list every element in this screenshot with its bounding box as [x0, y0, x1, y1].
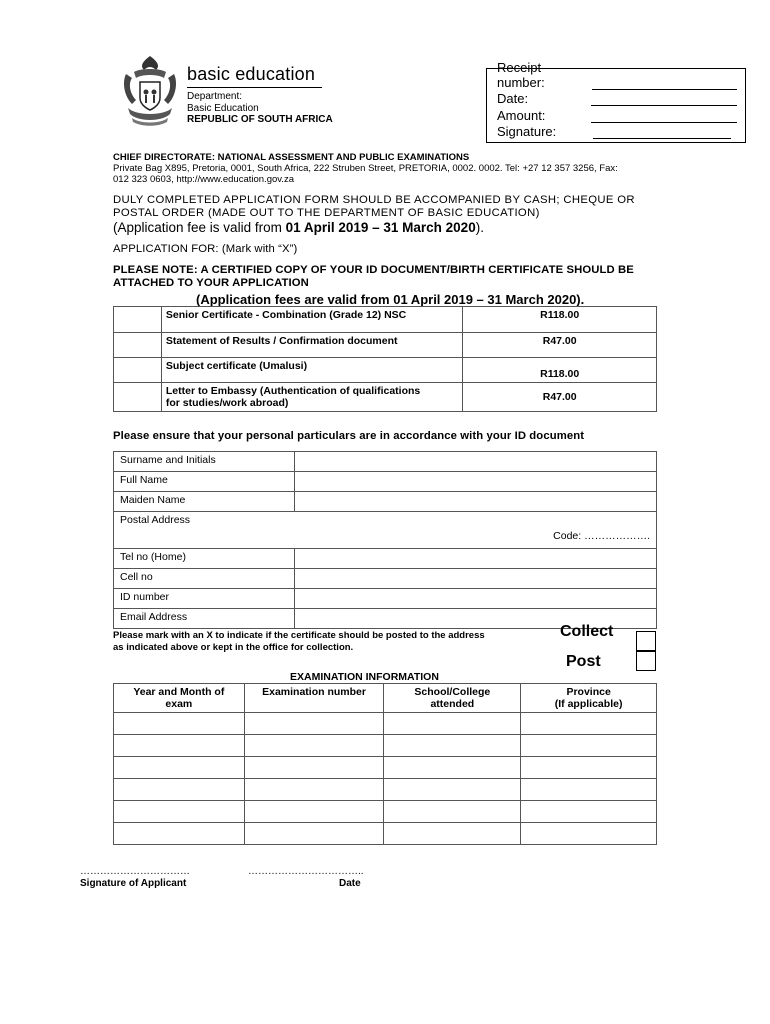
exam-info-table — [113, 683, 657, 845]
col-province-line-2: (If applicable) — [554, 698, 623, 710]
postal-address-label: Postal Address — [120, 514, 191, 526]
receipt-number-label: Receipt number: — [497, 59, 545, 90]
personal-row — [114, 492, 657, 512]
brand-block — [187, 64, 333, 126]
fee-validity — [113, 220, 484, 235]
post-label: Post — [566, 653, 601, 670]
directorate-block — [113, 152, 673, 185]
receipt-number-line[interactable] — [592, 77, 737, 90]
collect-label: Collect — [560, 623, 614, 640]
directorate-title: CHIEF DIRECTORATE: NATIONAL ASSESSMENT AND PUBLIC EXAMINATIONS — [113, 152, 470, 163]
coat-of-arms-logo — [118, 52, 182, 128]
fee-item: Senior Certificate - Combination (Grade 12) NSC — [161, 307, 462, 333]
application-for: APPLICATION FOR: (Mark with “X”) — [113, 243, 298, 255]
exam-cell[interactable] — [114, 801, 245, 823]
postal-code: Code: ………………. — [553, 530, 650, 542]
date-signature-line[interactable]: …………………………….. — [248, 866, 364, 877]
exam-row — [114, 713, 657, 735]
exam-cell[interactable] — [521, 757, 657, 779]
receipt-box — [486, 59, 746, 143]
surname-label: Surname and Initials — [114, 452, 295, 472]
signature-label: Signature: — [497, 124, 557, 139]
personal-row — [114, 569, 657, 589]
delivery-note — [113, 630, 485, 654]
post-checkbox[interactable] — [636, 651, 656, 671]
exam-cell[interactable] — [114, 779, 245, 801]
fee-item-line-2: for studies/work abroad) — [165, 397, 289, 409]
date-line[interactable] — [591, 93, 737, 106]
fee-validity-prefix: (Application fee is valid from — [113, 220, 286, 235]
col-province — [521, 684, 657, 713]
full-name-label: Full Name — [114, 472, 295, 492]
exam-row — [114, 779, 657, 801]
exam-cell[interactable] — [521, 735, 657, 757]
fee-mark-box[interactable] — [114, 358, 162, 383]
exam-cell[interactable] — [114, 713, 245, 735]
exam-cell[interactable] — [244, 823, 384, 845]
brand-rule — [187, 87, 322, 88]
signature-row — [497, 123, 737, 140]
exam-cell[interactable] — [384, 757, 521, 779]
delivery-note-line-1: Please mark with an X to indicate if the certificate should be posted to the address — [113, 630, 485, 641]
fee-price: R47.00 — [463, 333, 657, 358]
fee-validity-dates: 01 April 2019 – 31 March 2020 — [285, 220, 476, 235]
exam-row — [114, 757, 657, 779]
cell-label: Cell no — [114, 569, 295, 589]
please-note-line-2: ATTACHED TO YOUR APPLICATION — [113, 277, 309, 289]
exam-cell[interactable] — [244, 713, 384, 735]
department-lines — [187, 91, 333, 126]
date-label: Date: — [497, 91, 529, 106]
personal-row — [114, 512, 657, 549]
exam-row — [114, 823, 657, 845]
fee-price: R118.00 — [463, 307, 657, 333]
payment-notice-line-2: POSTAL ORDER (MADE OUT TO THE DEPARTMENT OF BASIC EDUCATION) — [113, 207, 540, 219]
amount-label: Amount: — [497, 107, 546, 123]
email-label: Email Address — [114, 609, 295, 629]
exam-cell[interactable] — [521, 801, 657, 823]
exam-cell[interactable] — [384, 779, 521, 801]
exam-cell[interactable] — [521, 713, 657, 735]
signature-line[interactable] — [593, 126, 731, 139]
country-name: REPUBLIC OF SOUTH AFRICA — [187, 114, 333, 125]
exam-row — [114, 801, 657, 823]
receipt-number-row — [497, 59, 737, 90]
col-school-line-1: School/College — [414, 686, 491, 698]
exam-cell[interactable] — [244, 779, 384, 801]
fee-item: Subject certificate (Umalusi) — [161, 358, 462, 383]
please-note — [113, 264, 673, 290]
fee-price: R47.00 — [463, 383, 657, 412]
amount-row — [497, 106, 737, 123]
maiden-name-label: Maiden Name — [114, 492, 295, 512]
fee-item-line-1: Letter to Embassy (Authentication of qualifications — [165, 385, 421, 397]
tel-home-field[interactable] — [294, 549, 656, 569]
applicant-signature-label: Signature of Applicant — [80, 878, 187, 889]
fees-table — [113, 306, 657, 412]
exam-row — [114, 735, 657, 757]
exam-info-title: EXAMINATION INFORMATION — [290, 671, 439, 683]
fee-mark-box[interactable] — [114, 333, 162, 358]
personal-details-table — [113, 451, 657, 629]
department-name: Basic Education — [187, 102, 259, 114]
delivery-note-line-2: as indicated above or kept in the office for collection. — [113, 642, 354, 653]
exam-cell[interactable] — [384, 735, 521, 757]
personal-row — [114, 549, 657, 569]
id-number-field[interactable] — [294, 589, 656, 609]
exam-cell[interactable] — [244, 801, 384, 823]
payment-notice — [113, 194, 673, 220]
personal-row — [114, 589, 657, 609]
cell-field[interactable] — [294, 569, 656, 589]
col-year-month-line-2: exam — [165, 698, 193, 710]
directorate-address-1: Private Bag X895, Pretoria, 0001, South Africa, 222 Struben Street, PRETORIA, 0002. 0002. Tel: +27 12 357 3256, Fax: — [113, 163, 618, 174]
fee-row — [114, 333, 657, 358]
col-year-month — [114, 684, 245, 713]
fee-row — [114, 358, 657, 383]
full-name-field[interactable] — [294, 472, 656, 492]
applicant-signature-line[interactable]: …………………………… — [80, 866, 190, 877]
date-row — [497, 90, 737, 107]
tel-home-label: Tel no (Home) — [114, 549, 295, 569]
personal-row — [114, 472, 657, 492]
fee-item — [161, 383, 462, 412]
exam-cell[interactable] — [114, 823, 245, 845]
fees-valid-heading: (Application fees are valid from 01 April 2019 – 31 March 2020). — [196, 292, 585, 307]
exam-cell[interactable] — [384, 801, 521, 823]
fee-validity-suffix: ). — [475, 220, 484, 235]
exam-header-row — [114, 684, 657, 713]
fee-mark-box[interactable] — [114, 307, 162, 333]
date-signature-label: Date — [339, 878, 361, 889]
personal-intro: Please ensure that your personal particulars are in accordance with your ID document — [113, 430, 585, 442]
exam-cell[interactable] — [521, 779, 657, 801]
col-year-month-line-1: Year and Month of — [133, 686, 225, 698]
maiden-name-field[interactable] — [294, 492, 656, 512]
exam-cell[interactable] — [114, 735, 245, 757]
col-school — [384, 684, 521, 713]
exam-cell[interactable] — [114, 757, 245, 779]
exam-cell[interactable] — [384, 713, 521, 735]
fee-row — [114, 307, 657, 333]
col-school-line-2: attended — [430, 698, 475, 710]
surname-field[interactable] — [294, 452, 656, 472]
department-label: Department: — [187, 91, 243, 102]
exam-cell[interactable] — [521, 823, 657, 845]
brand-title: basic education — [187, 64, 316, 84]
payment-notice-line-1: DULY COMPLETED APPLICATION FORM SHOULD BE ACCOMPANIED BY CASH; CHEQUE OR — [113, 194, 635, 206]
fee-mark-box[interactable] — [114, 383, 162, 412]
amount-line[interactable] — [591, 110, 737, 123]
exam-cell[interactable] — [244, 757, 384, 779]
collect-checkbox[interactable] — [636, 631, 656, 651]
exam-cell[interactable] — [384, 823, 521, 845]
fee-item: Statement of Results / Confirmation document — [161, 333, 462, 358]
exam-cell[interactable] — [244, 735, 384, 757]
col-exam-number: Examination number — [244, 684, 384, 713]
col-province-line-1: Province — [566, 686, 611, 698]
fee-row — [114, 383, 657, 412]
id-number-label: ID number — [114, 589, 295, 609]
personal-row — [114, 452, 657, 472]
fee-price: R118.00 — [463, 358, 657, 383]
directorate-address-2: 012 323 0603, http://www.education.gov.za — [113, 174, 294, 185]
postal-address-field[interactable] — [114, 512, 657, 549]
please-note-line-1: PLEASE NOTE: A CERTIFIED COPY OF YOUR ID DOCUMENT/BIRTH CERTIFICATE SHOULD BE — [113, 264, 634, 276]
